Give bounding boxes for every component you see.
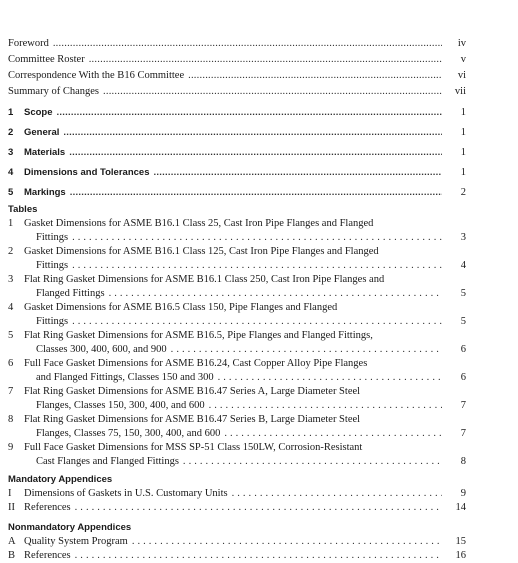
toc-appendix-A[interactable] [8,535,466,549]
toc-table-number: 3 [8,274,14,285]
toc-section-title-wrap [8,123,59,143]
mandatory-appendices-list [8,473,466,515]
toc-section-title: Dimensions and Tolerances [24,167,150,178]
toc-table-number: 7 [8,386,14,397]
toc-page-number: 1 [460,127,466,138]
toc-appendix-title: References [24,550,71,561]
toc-table-title-line2: Flanges, Classes 150, 300, 400, and 600 [36,400,205,411]
dot-leader [171,343,442,357]
toc-section-number: 2 [8,127,14,138]
toc-page-number: 6 [460,344,466,355]
toc-section-title: General [24,127,60,138]
dot-leader [69,143,442,163]
toc-entry-title: Correspondence With the B16 Committee [8,70,185,81]
toc-page-number: 15 [455,536,466,547]
toc-page-number: vi [457,70,466,81]
front-matter-list [8,36,466,100]
toc-section-number: 3 [8,147,14,158]
toc-appendix-number: II [8,502,15,513]
dot-leader [132,535,442,549]
dot-leader [103,84,442,100]
toc-page-number: 3 [460,232,466,243]
toc-page-number: 6 [460,372,466,383]
toc-appendix-number: B [8,550,16,561]
toc-table-title-line1: Flat Ring Gasket Dimensions for ASME B16.1 Class 250, Cast Iron Pipe Flanges and [24,274,385,285]
toc-table-9[interactable] [8,441,466,469]
dot-leader [89,52,442,68]
toc-section-title: Scope [24,107,53,118]
toc-table-number: 4 [8,302,14,313]
toc-table-title-line2: Cast Flanges and Flanged Fittings [36,456,179,467]
toc-appendix-number: A [8,536,16,547]
toc-section-number: 5 [8,187,14,198]
toc-page-number: 8 [460,456,466,467]
toc-page-number: 1 [460,147,466,158]
toc-table-title-line1: Flat Ring Gasket Dimensions for ASME B16.47 Series A, Large Diameter Steel [24,386,361,397]
toc-entry-foreword[interactable] [8,36,466,52]
toc-page-number: 4 [460,260,466,271]
toc-section-scope[interactable] [8,103,466,123]
toc-entry-title: Foreword [8,38,49,49]
toc-section-title-wrap [8,143,65,163]
dot-leader [188,68,442,84]
toc-section-title: Materials [24,147,66,158]
toc-appendix-title: Quality System Program [24,536,128,547]
sections-list [8,103,466,203]
toc-page-number: 5 [460,288,466,299]
dot-leader [109,287,442,301]
nonmandatory-appendices-list [8,521,466,563]
dot-leader [63,123,442,143]
toc-page-number: 14 [455,502,466,513]
toc-section-number: 1 [8,107,14,118]
toc-section-title-wrap [8,183,66,203]
toc-table-number: 8 [8,414,14,425]
dot-leader [72,315,442,329]
toc-section-title-wrap [8,103,53,123]
toc-table-title-line1: Gasket Dimensions for ASME B16.1 Class 25, Cast Iron Pipe Flanges and Flanged [24,218,374,229]
dot-leader [224,427,442,441]
toc-appendix-title: Dimensions of Gaskets in U.S. Customary Units [24,488,228,499]
toc-page-number: 1 [460,107,466,118]
toc-table-title-line2: Fittings [36,260,69,271]
toc-table-title-line1: Full Face Gasket Dimensions for ASME B16.24, Cast Copper Alloy Pipe Flanges [24,358,368,369]
toc-page-number: 9 [460,488,466,499]
toc-section-markings[interactable] [8,183,466,203]
toc-appendix-I[interactable] [8,487,466,501]
toc-section-dimensions[interactable] [8,163,466,183]
toc-table-1[interactable] [8,217,466,245]
dot-leader [75,549,442,563]
toc-table-title-line2: Flanges, Classes 75, 150, 300, 400, and 600 [36,428,221,439]
dot-leader [218,371,442,385]
tables-list [8,203,466,469]
toc-entry-title: Committee Roster [8,54,85,65]
toc-table-8[interactable] [8,413,466,441]
toc-table-2[interactable] [8,245,466,273]
toc-table-5[interactable] [8,329,466,357]
toc-entry-summary-of-changes[interactable] [8,84,466,100]
toc-table-number: 6 [8,358,14,369]
toc-page-number: v [460,54,466,65]
dot-leader [70,183,442,203]
toc-table-title-line2: Flanged Fittings [36,288,105,299]
toc-table-3[interactable] [8,273,466,301]
toc-appendix-title: References [24,502,71,513]
toc-table-title-line2: Fittings [36,232,69,243]
toc-section-number: 4 [8,167,14,178]
toc-page-number: 16 [455,550,466,561]
mandatory-appendices-heading: Mandatory Appendices [8,474,113,485]
dot-leader [53,36,442,52]
toc-table-title-line2: Fittings [36,316,69,327]
toc-entry-correspondence[interactable] [8,68,466,84]
toc-section-title: Markings [24,187,66,198]
toc-appendix-number: I [8,488,12,499]
toc-table-title-line2: and Flanged Fittings, Classes 150 and 300 [36,372,214,383]
dot-leader [72,231,442,245]
toc-page-number: 1 [460,167,466,178]
toc-section-general[interactable] [8,123,466,143]
dot-leader [183,455,442,469]
dot-leader [57,103,442,123]
toc-table-title-line1: Flat Ring Gasket Dimensions for ASME B16.5, Pipe Flanges and Flanged Fittings, [24,330,373,341]
toc-table-6[interactable] [8,357,466,385]
toc-page-number: 7 [460,400,466,411]
dot-leader [75,501,442,515]
toc-table-title-line1: Full Face Gasket Dimensions for MSS SP-51 Class 150LW, Corrosion-Resistant [24,442,363,453]
toc-entry-title: Summary of Changes [8,86,99,97]
dot-leader [209,399,442,413]
toc-page-number: 5 [460,316,466,327]
toc-table-title-line2: Classes 300, 400, 600, and 900 [36,344,167,355]
nonmandatory-appendices-heading: Nonmandatory Appendices [8,522,132,533]
toc-table-number: 1 [8,218,14,229]
table-of-contents [8,36,466,563]
dot-leader [153,163,442,183]
toc-appendix-B[interactable] [8,549,466,563]
toc-table-number: 9 [8,442,14,453]
toc-table-title-line1: Gasket Dimensions for ASME B16.5 Class 150, Pipe Flanges and Flanged [24,302,338,313]
toc-page-number: 7 [460,428,466,439]
dot-leader [232,487,442,501]
toc-appendix-II[interactable] [8,501,466,515]
tables-heading: Tables [8,204,38,215]
toc-table-number: 5 [8,330,14,341]
toc-table-title-line1: Gasket Dimensions for ASME B16.1 Class 125, Cast Iron Pipe Flanges and Flanged [24,246,379,257]
toc-table-4[interactable] [8,301,466,329]
toc-section-title-wrap [8,163,149,183]
toc-section-materials[interactable] [8,143,466,163]
toc-table-title-line1: Flat Ring Gasket Dimensions for ASME B16.47 Series B, Large Diameter Steel [24,414,361,425]
toc-table-number: 2 [8,246,14,257]
toc-table-7[interactable] [8,385,466,413]
toc-page-number: vii [454,86,466,97]
dot-leader [72,259,442,273]
toc-entry-committee-roster[interactable] [8,52,466,68]
toc-page-number: iv [457,38,466,49]
toc-page-number: 2 [460,187,466,198]
